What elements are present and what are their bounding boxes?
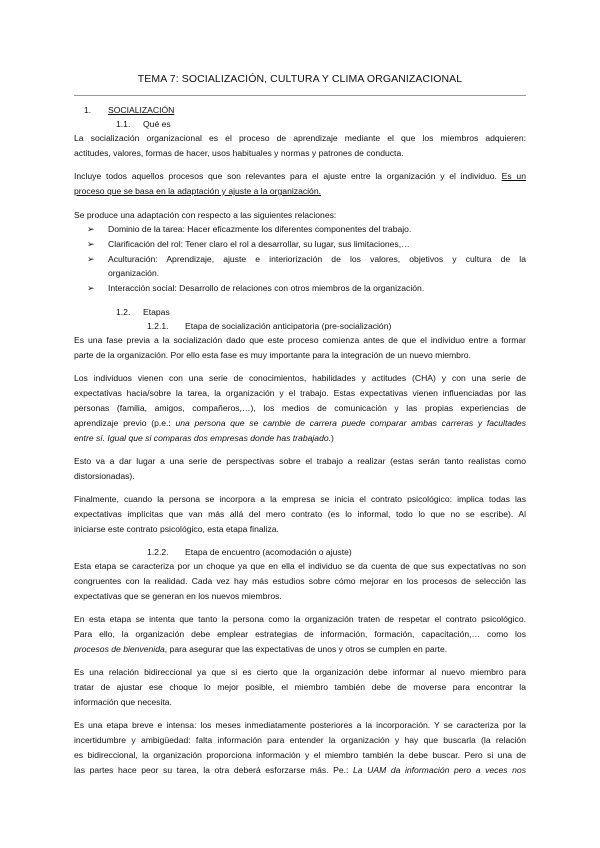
heading-etapa-encuentro: Etapa de encuentro (acomodación o ajuste)	[185, 547, 352, 557]
title-divider	[74, 95, 526, 96]
heading-socializacion: SOCIALIZACIÓN	[108, 105, 175, 115]
paragraph-11-line-1: Es una etapa breve e intensa: los meses inmediatamente posteriores a la incorporación. Y se caracteriza por la	[74, 720, 526, 730]
paragraph-9-text: , para asegurar que las expectativas de unos y otros se cumplen en parte.	[164, 644, 448, 654]
heading-1-2-2-number: 1.2.2.	[147, 547, 169, 557]
paragraph-8-line-2: congruentes con la realidad. Cada vez hay más estudios sobre cómo mejorar en los procesos de selección las	[74, 576, 526, 586]
paragraph-5-line-5	[74, 431, 334, 446]
heading-etapas: Etapas	[143, 307, 170, 317]
paragraph-1-line-2: actitudes, valores, formas de hacer, usos habituales y normas y patrones de conducta.	[74, 148, 404, 158]
paragraph-2-text: Incluye todos aquellos procesos que son relevantes para el ajuste entre la organización y el individuo.	[74, 171, 502, 181]
paragraph-4-line-2: parte de la organización. Por ello esta fase es muy importante para la integración de un nuevo miembro.	[74, 350, 471, 360]
paragraph-6-line-2: distorsionadas).	[74, 471, 135, 481]
bullet-clarificacion-rol: Clarificación del rol: Tener claro el rol a desarrollar, su lugar, sus limitaciones,…	[108, 239, 410, 249]
paragraph-9-line-1: En esta etapa se intenta que tanto la persona como la organización traten de respetar el contrato psicológico.	[74, 614, 526, 624]
arrow-bullet-icon: ➢	[87, 239, 95, 249]
paragraph-5-italic-example: una persona que se cambie de carrera puede comparar ambas carreras y facultades	[175, 418, 526, 428]
paragraph-2-line-1	[74, 169, 526, 184]
paragraph-5-close-paren: )	[331, 433, 334, 443]
bullet-interaccion-social: Interacción social: Desarrollo de relaciones con otros miembros de la organización.	[108, 283, 425, 293]
paragraph-7-line-2: expectativas implícitas que van más allá del mero contrato (es lo informal, todo lo que no se escribe). Al	[74, 509, 526, 519]
paragraph-5-line-2: expectativas hacia/sobre la tarea, la organización y el trabajo. Estas expectativas vienen influenciadas por las	[74, 388, 526, 398]
paragraph-11-text: las partes hace peor su tarea, la otra deberá esforzarse más.	[74, 765, 334, 775]
paragraph-7-line-1: Finalmente, cuando la persona se incorpora a la empresa se inicia el contrato psicológico: implica todas las	[74, 494, 526, 504]
paragraph-9-line-3	[74, 642, 447, 657]
paragraph-2-line-2: proceso que se basa en la adaptación y ajuste a la organización.	[74, 186, 321, 196]
paragraph-10-line-1: Es una relación bidireccional ya que si es cierto que la organización debe informar al nuevo miembro para	[74, 667, 526, 677]
paragraph-4-line-1: Es una fase previa a la socialización dado que este proceso comienza antes de que el individuo entre a formar	[74, 335, 526, 345]
heading-1-2-number: 1.2.	[116, 307, 131, 317]
heading-que-es: Qué es	[143, 119, 171, 129]
paragraph-1-line-1: La socialización organizacional es el proceso de aprendizaje mediante el que los miembros adquieren:	[74, 133, 526, 143]
bullet-aculturacion-line-2: organización.	[108, 268, 160, 278]
paragraph-7-line-3: iniciarse este contrato psicológico, esta etapa finaliza.	[74, 524, 279, 534]
paragraph-2-underlined-start: Es un	[501, 171, 526, 181]
arrow-bullet-icon: ➢	[87, 224, 95, 234]
bullet-aculturacion-line-1: Aculturación: Aprendizaje, ajuste e interiorización de los valores, objetivos y cultura de la	[108, 254, 526, 264]
paragraph-5-line-1: Los individuos vienen con una serie de conocimientos, habilidades y actitudes (CHA) y con una serie de	[74, 373, 526, 383]
paragraph-11-pe: Pe.:	[333, 765, 354, 775]
heading-1-number: 1.	[84, 105, 92, 115]
paragraph-5-line-4	[74, 416, 526, 431]
paragraph-8-line-1: Esta etapa se caracteriza por un choque ya que en ella el individuo se da cuenta de que sus expectativas no son	[74, 561, 526, 571]
paragraph-10-line-2: tratar de ajustar ese choque lo mejor posible, el miembro también debe de moverse para encontrar la	[74, 682, 526, 692]
paragraph-10-line-3: información que necesita.	[74, 697, 172, 707]
paragraph-5-line-3: personas (familia, amigos, compañeros,…), los medios de comunicación y las propias experiencias de	[74, 403, 526, 413]
paragraph-8-line-3: expectativas que se generan en los nuevos miembros.	[74, 591, 282, 601]
paragraph-11-line-2: incertidumbre y ambigüedad: falta información para entender la organización y hay que buscarla (la relación	[74, 735, 526, 745]
bullet-dominio-tarea: Dominio de la tarea: Hacer eficazmente los diferentes componentes del trabajo.	[108, 224, 412, 234]
paragraph-5-text: aprendizaje previo (p.e.:	[74, 418, 176, 428]
paragraph-11-italic-example: La UAM da información pero a veces nos	[353, 765, 526, 775]
heading-1-2-1-number: 1.2.1.	[147, 321, 169, 331]
paragraph-9-line-2: Para ello, la organización debe emplear estrategias de información, formación, capacitación,… como los	[74, 629, 526, 639]
heading-etapa-anticipatoria: Etapa de socialización anticipatoria (pre-socialización)	[185, 321, 392, 331]
paragraph-3: Se produce una adaptación con respecto a las siguientes relaciones:	[74, 210, 337, 220]
arrow-bullet-icon: ➢	[87, 283, 95, 293]
paragraph-9-italic-term: procesos de bienvenida	[74, 644, 165, 654]
paragraph-5-italic-example-end: entre sí. Igual que si comparas dos empresas donde has trabajado.	[74, 433, 332, 443]
paragraph-11-line-4	[74, 763, 526, 778]
document-title: TEMA 7: SOCIALIZACIÓN, CULTURA Y CLIMA ORGANIZACIONAL	[137, 73, 463, 85]
paragraph-6-line-1: Esto va a dar lugar a una serie de perspectivas sobre el trabajo a realizar (estas serán tanto realistas como	[74, 456, 526, 466]
arrow-bullet-icon: ➢	[87, 254, 95, 264]
paragraph-11-line-3: es bidireccional, la organización proporciona información y el miembro también la debe buscar. Pero si una de	[74, 750, 526, 760]
heading-1-1-number: 1.1.	[116, 119, 131, 129]
